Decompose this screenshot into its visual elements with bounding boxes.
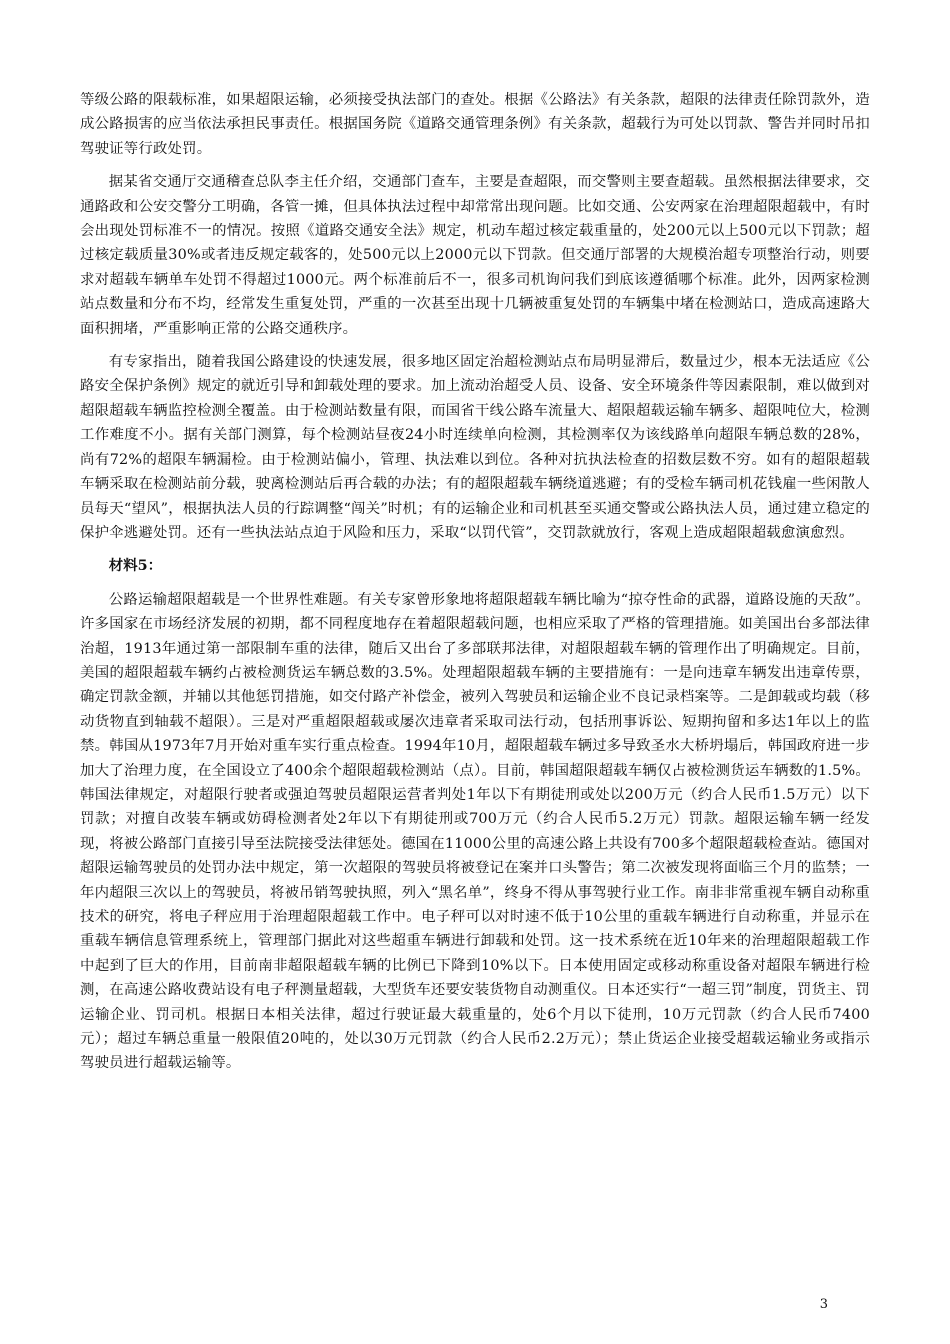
paragraph: 据某省交通厅交通稽查总队李主任介绍，交通部门查车，主要是查超限，而交警则主要查超载。虽然根据法律要求，交通路政和公安交警分工明确，各管一摊，但具体执法过程中却常常出现问题。比如交通、公安两家在治理超限超载中，有时会出现处罚标准不一的情况。按照《道路交通安全法》规定，机动车超过核定载重量的，处200元以上500元以下罚款；超过核定载质量30%或者违反规定载客的，处500元以上2000元以下罚款。但交通厅部署的大规模治超专项整治行动，则要求对超载车辆单车处罚不得超过1000元。两个标准前后不一，很多司机询问我们到底该遵循哪个标准。此外，因两家检测站点数量和分布不均，经常发生重复处罚，严重的一次甚至出现十几辆被重复处罚的车辆集中堵在检测站口，造成高速路大面积拥堵，严重影响正常的公路交通秩序。 bbox=[80, 174, 870, 337]
page-number: 3 bbox=[819, 1297, 828, 1312]
document-page bbox=[80, 88, 870, 1085]
paragraph: 公路运输超限超载是一个世界性难题。有关专家曾形象地将超限超载车辆比喻为“掠夺性命的武器，道路设施的天敌”。许多国家在市场经济发展的初期，都不同程度地存在着超限超载问题，也相应采取了严格的管理措施。如美国出台多部法律治超，1913年通过第一部限制车重的法律，随后又出台了多部联邦法律，对超限超载车辆的管理作出了明确规定。目前，美国的超限超载车辆约占被检测货运车辆总数的3.5%。处理超限超载车辆的主要措施有：一是向违章车辆发出违章传票，确定罚款金额，并辅以其他惩罚措施，如交付路产补偿金，被列入驾驶员和运输企业不良记录档案等。二是卸载或均载（移动货物直到轴载不超限）。三是对严重超限超载或屡次违章者采取司法行动，包括刑事诉讼、短期拘留和多达1年以上的监禁。韩国从1973年7月开始对重车实行重点检查。1994年10月，超限超载车辆过多导致圣水大桥坍塌后，韩国政府进一步加大了治理力度，在全国设立了400余个超限超载检测站（点）。目前，韩国超限超载车辆仅占被检测货运车辆数的1.5%。韩国法律规定，对超限行驶者或强迫驾驶员超限运营者判处1年以下有期徒刑或处以200万元（约合人民币1.5万元）以下罚款；对擅自改装车辆或妨碍检测者处2年以下有期徒刑或700万元（约合人民币5.2万元）罚款。超限运输车辆一经发现，将被公路部门直接引导至法院接受法律惩处。德国在11000公里的高速公路上共设有700多个超限超载检查站。德国对超限运输驾驶员的处罚办法中规定，第一次超限的驾驶员将被登记在案并口头警告；第二次被发现将面临三个月的监禁；一年内超限三次以上的驾驶员，将被吊销驾驶执照，列入“黑名单”，终身不得从事驾驶行业工作。南非非常重视车辆自动称重技术的研究，将电子秤应用于治理超限超载工作中。电子秤可以对时速不低于10公里的重载车辆进行自动称重，并显示在重载车辆信息管理系统上，管理部门据此对这些超重车辆进行卸载和处罚。这一技术系统在近10年来的治理超限超载工作中起到了巨大的作用，目前南非超限超载车辆的比例已下降到10%以下。日本使用固定或移动称重设备对超限车辆进行检测，在高速公路收费站设有电子秤测量超载，大型货车还要安装货物自动测重仪。日本还实行“一超三罚”制度，罚货主、罚运输企业、罚司机。根据日本相关法律，超过行驶证最大载重量的，处6个月以下徒刑，10万元罚款（约合人民币7400元）；超过车辆总重量一般限值20吨的，处以30万元罚款（约合人民币2.2万元）；禁止货运企业接受超载运输业务或指示驾驶员进行超载运输等。 bbox=[80, 591, 870, 1072]
section-heading: 材料5： bbox=[108, 557, 162, 575]
paragraph: 等级公路的限载标准，如果超限运输，必须接受执法部门的查处。根据《公路法》有关条款，超限的法律责任除罚款外，造成公路损害的应当依法承担民事责任。根据国务院《道路交通管理条例》有关条款，超载行为可处以罚款、警告并同时吊扣驾驶证等行政处罚。 bbox=[80, 92, 870, 157]
paragraph: 有专家指出，随着我国公路建设的快速发展，很多地区固定治超检测站点布局明显滞后，数量过少，根本无法适应《公路安全保护条例》规定的就近引导和卸载处理的要求。加上流动治超受人员、设备、安全环境条件等因素限制，难以做到对超限超载车辆监控检测全覆盖。由于检测站数量有限，而国省干线公路车流量大、超限超载运输车辆多、超限吨位大，检测工作难度不小。据有关部门测算，每个检测站昼夜24小时连续单向检测，其检测率仅为该线路单向超限车辆总数的28%，尚有72%的超限车辆漏检。由于检测站偏小，管理、执法难以到位。各种对抗执法检查的招数层数不穷。如有的超限超载车辆采取在检测站前分载，驶离检测站后再合载的办法；有的超限超载车辆绕道逃避；有的受检车辆司机花钱雇一些闲散人员每天“望风”，根据执法人员的行踪调整“闯关”时机；有的运输企业和司机甚至买通交警或公路执法人员，通过建立稳定的保护伞逃避处罚。还有一些执法站点迫于风险和压力，采取“以罚代管”，交罚款就放行，客观上造成超限超载愈演愈烈。 bbox=[80, 354, 870, 541]
